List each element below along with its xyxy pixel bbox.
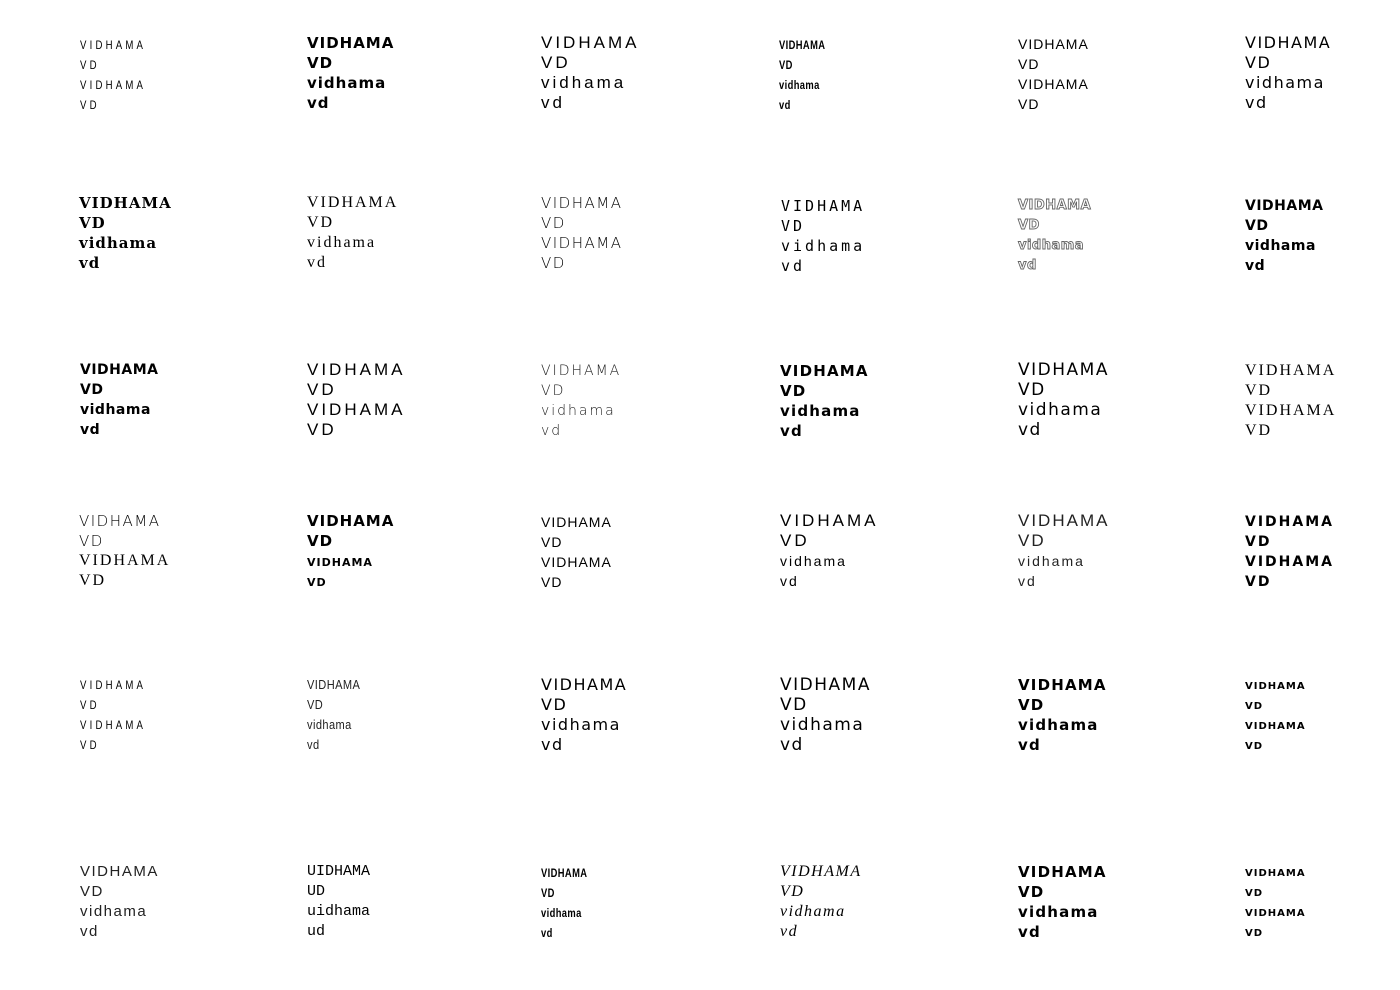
specimen-line: vd (1245, 737, 1264, 753)
specimen-line: VIDHAMA (1245, 33, 1332, 52)
specimen-line: VIDHAMA (79, 512, 161, 530)
specimen-line: vd (541, 423, 563, 439)
specimen-line: VIDHAMA (1018, 676, 1107, 694)
specimen-line: vd (80, 923, 99, 940)
specimen-line: vidhama (307, 74, 387, 92)
specimen-line: VD (1018, 218, 1040, 233)
specimen-line: VIDHAMA (541, 194, 623, 212)
specimen-line: VD (780, 531, 810, 550)
specimen-line: vidhama (307, 234, 377, 251)
specimen-line: VD (1018, 883, 1045, 901)
specimen-line: VIDHAMA (307, 194, 399, 211)
specimen-line: vd (80, 422, 101, 438)
specimen-line: VD (307, 214, 335, 231)
specimen-line: VIDHAMA (541, 675, 628, 694)
specimen-24 (1245, 512, 1334, 592)
specimen-line: vd (780, 923, 799, 940)
specimen-line: VIDHAMA (541, 234, 623, 252)
specimen-line: VIDHAMA (1245, 554, 1334, 570)
specimen-20 (307, 511, 394, 591)
specimen-line: VD (307, 420, 337, 439)
specimen-line: VD (307, 54, 334, 72)
specimen-line: VIDHAMA (541, 363, 622, 379)
specimen-line: vidhama (1018, 553, 1085, 569)
specimen-line: VD (780, 695, 808, 715)
specimen-line: vidhama (541, 715, 621, 734)
specimen-4 (779, 35, 825, 115)
specimen-line: vd (780, 573, 799, 589)
specimen-line: vd (1245, 884, 1264, 900)
specimen-line: VD (307, 697, 324, 712)
specimen-line: VD (541, 214, 566, 232)
specimen-line: ud (307, 923, 326, 940)
specimen-18 (1245, 361, 1336, 441)
specimen-29 (1018, 675, 1107, 755)
specimen-line: vd (541, 926, 553, 940)
specimen-12 (1245, 196, 1323, 276)
specimen-line: VIDHAMA (1245, 198, 1324, 214)
specimen-line: VD (541, 53, 571, 72)
specimen-line: VD (1018, 696, 1045, 714)
specimen-line: VIDHAMA (780, 511, 879, 530)
specimen-line: VD (541, 574, 563, 590)
specimen-28 (780, 675, 871, 755)
specimen-line: UIDHAMA (307, 863, 371, 880)
specimen-line: vidhama (1245, 238, 1316, 254)
specimen-line: VIDHAMA (1245, 514, 1334, 530)
specimen-line: VD (779, 58, 793, 72)
specimen-line: VIDHAMA (307, 677, 361, 692)
specimen-line: VD (80, 382, 104, 398)
specimen-22 (780, 511, 878, 591)
specimen-line: VD (1245, 422, 1273, 439)
specimen-line: vidhama (780, 903, 846, 920)
specimen-line: VD (79, 532, 104, 550)
specimen-line: VD (781, 217, 806, 235)
specimen-1 (80, 35, 146, 115)
specimen-line: vidhama (79, 234, 158, 252)
specimen-25 (80, 675, 146, 755)
specimen-line: vidhama (1245, 904, 1306, 920)
specimen-line: VIDHAMA (781, 197, 866, 215)
specimen-line: vidhama (307, 717, 352, 732)
specimen-line: VIDHAMA (307, 360, 406, 379)
specimen-line: VIDHAMA (80, 38, 147, 52)
specimen-line: VIDHAMA (1018, 198, 1092, 213)
specimen-line: vidhama (780, 402, 861, 420)
specimen-14 (307, 360, 405, 440)
specimen-line: VD (1018, 56, 1040, 72)
specimen-line: VIDHAMA (1018, 511, 1110, 530)
specimen-26 (307, 675, 360, 755)
specimen-line: vd (1245, 924, 1264, 940)
specimen-line: vd (541, 93, 565, 112)
specimen-5 (1018, 34, 1089, 114)
specimen-line: VIDHAMA (541, 33, 640, 52)
specimen-line: UD (307, 883, 326, 900)
specimen-line: vd (1245, 697, 1264, 713)
specimen-line: VD (1245, 53, 1272, 72)
specimen-line: vd (307, 572, 327, 590)
specimen-line: vidhama (80, 402, 151, 418)
specimen-2 (307, 33, 394, 113)
specimen-line: VD (80, 883, 104, 900)
specimen-11 (1018, 196, 1091, 276)
specimen-line: VD (80, 58, 100, 72)
specimen-line: VD (80, 698, 100, 712)
specimen-line: VIDHAMA (541, 554, 612, 570)
specimen-line: vidhama (780, 553, 847, 569)
specimen-line: vidhama (307, 552, 373, 570)
specimen-line: VD (1245, 534, 1272, 550)
specimen-line: vd (780, 735, 804, 755)
specimen-8 (307, 193, 398, 273)
specimen-line: VD (541, 534, 563, 550)
specimen-line: VD (541, 695, 568, 714)
specimen-3 (541, 33, 639, 113)
specimen-line: VIDHAMA (80, 678, 147, 692)
specimen-line: VD (1245, 574, 1272, 590)
specimen-line: VIDHAMA (79, 552, 171, 569)
specimen-line: vidhama (1018, 716, 1099, 734)
specimen-line: VIDHAMA (779, 38, 826, 52)
specimen-line: vidhama (1018, 400, 1103, 420)
specimen-line: VD (80, 98, 100, 112)
specimen-line: VD (307, 380, 337, 399)
specimen-35 (1018, 862, 1107, 942)
specimen-line: vd (541, 735, 564, 754)
specimen-line: vidhama (1245, 717, 1306, 733)
specimen-27 (541, 675, 627, 755)
specimen-line: vd (79, 254, 101, 272)
specimen-line: VD (79, 572, 107, 589)
specimen-line: vidhama (779, 78, 820, 92)
specimen-line: vd (1245, 258, 1266, 274)
specimen-line: vd (307, 94, 330, 112)
specimen-line: VIDHAMA (1245, 362, 1337, 379)
specimen-line: vidhama (1245, 677, 1306, 693)
specimen-line: vidhama (781, 237, 866, 255)
specimen-line: vd (1245, 93, 1268, 112)
specimen-line: VD (1245, 218, 1269, 234)
specimen-line: VIDHAMA (780, 675, 871, 695)
specimen-line: VD (307, 532, 334, 550)
specimen-line: VD (541, 383, 566, 399)
specimen-line: VD (1018, 531, 1046, 550)
specimen-line: VD (541, 886, 555, 900)
specimen-line: vidhama (1245, 73, 1325, 92)
specimen-line: VIDHAMA (307, 512, 395, 530)
specimen-9 (541, 193, 622, 273)
specimen-7 (79, 193, 172, 273)
specimen-23 (1018, 511, 1109, 591)
specimen-19 (79, 511, 170, 591)
specimen-36 (1245, 862, 1306, 942)
specimen-line: VD (79, 214, 106, 232)
specimen-line: VIDHAMA (80, 362, 159, 378)
specimen-line: VIDHAMA (780, 362, 869, 380)
specimen-line: vidhama (1245, 864, 1306, 880)
specimen-line: vd (779, 98, 791, 112)
specimen-21 (541, 512, 612, 592)
specimen-32 (307, 862, 370, 942)
specimen-line: VIDHAMA (1245, 402, 1337, 419)
specimen-line: vd (1018, 923, 1041, 941)
specimen-line: VIDHAMA (1018, 863, 1107, 881)
specimen-line: VD (541, 254, 566, 272)
specimen-line: VD (1018, 96, 1040, 112)
specimen-line: vd (781, 257, 806, 275)
specimen-line: VD (780, 883, 805, 900)
specimen-line: vd (307, 737, 320, 752)
specimen-line: VIDHAMA (1018, 76, 1089, 92)
specimen-line: VD (1245, 382, 1273, 399)
specimen-16 (780, 361, 869, 441)
specimen-13 (80, 360, 158, 440)
specimen-line: vidhama (780, 715, 865, 735)
specimen-15 (541, 361, 621, 441)
specimen-line: vidhama (1018, 238, 1085, 253)
specimen-line: VIDHAMA (1018, 360, 1109, 380)
specimen-line: vidhama (1018, 903, 1099, 921)
specimen-line: vidhama (541, 73, 627, 92)
specimen-line: vd (1018, 420, 1042, 440)
specimen-line: vd (1018, 258, 1037, 273)
specimen-33 (541, 863, 587, 943)
specimen-line: VIDHAMA (307, 34, 395, 52)
specimen-line: vidhama (80, 903, 148, 920)
specimen-line: VIDHAMA (79, 194, 172, 212)
specimen-line: VIDHAMA (541, 514, 612, 530)
specimen-6 (1245, 33, 1331, 113)
specimen-line: VIDHAMA (80, 718, 147, 732)
specimen-31 (80, 862, 159, 942)
specimen-line: VIDHAMA (307, 400, 406, 419)
specimen-line: vd (780, 422, 803, 440)
specimen-34 (780, 862, 862, 942)
specimen-line: VIDHAMA (541, 866, 588, 880)
specimen-line: vidhama (541, 906, 582, 920)
specimen-line: VD (1018, 380, 1046, 400)
specimen-line: vd (307, 254, 327, 271)
specimen-line: VD (80, 738, 100, 752)
specimen-line: uidhama (307, 903, 371, 920)
specimen-line: VIDHAMA (1018, 36, 1089, 52)
specimen-line: VD (780, 382, 807, 400)
specimen-30 (1245, 675, 1306, 755)
specimen-line: vd (1018, 736, 1041, 754)
specimen-line: VIDHAMA (780, 863, 862, 880)
specimen-line: VIDHAMA (80, 863, 159, 880)
specimen-10 (781, 196, 865, 276)
specimen-17 (1018, 360, 1109, 440)
specimen-line: vidhama (541, 403, 616, 419)
specimen-line: vd (1018, 573, 1037, 589)
specimen-line: VIDHAMA (80, 78, 147, 92)
